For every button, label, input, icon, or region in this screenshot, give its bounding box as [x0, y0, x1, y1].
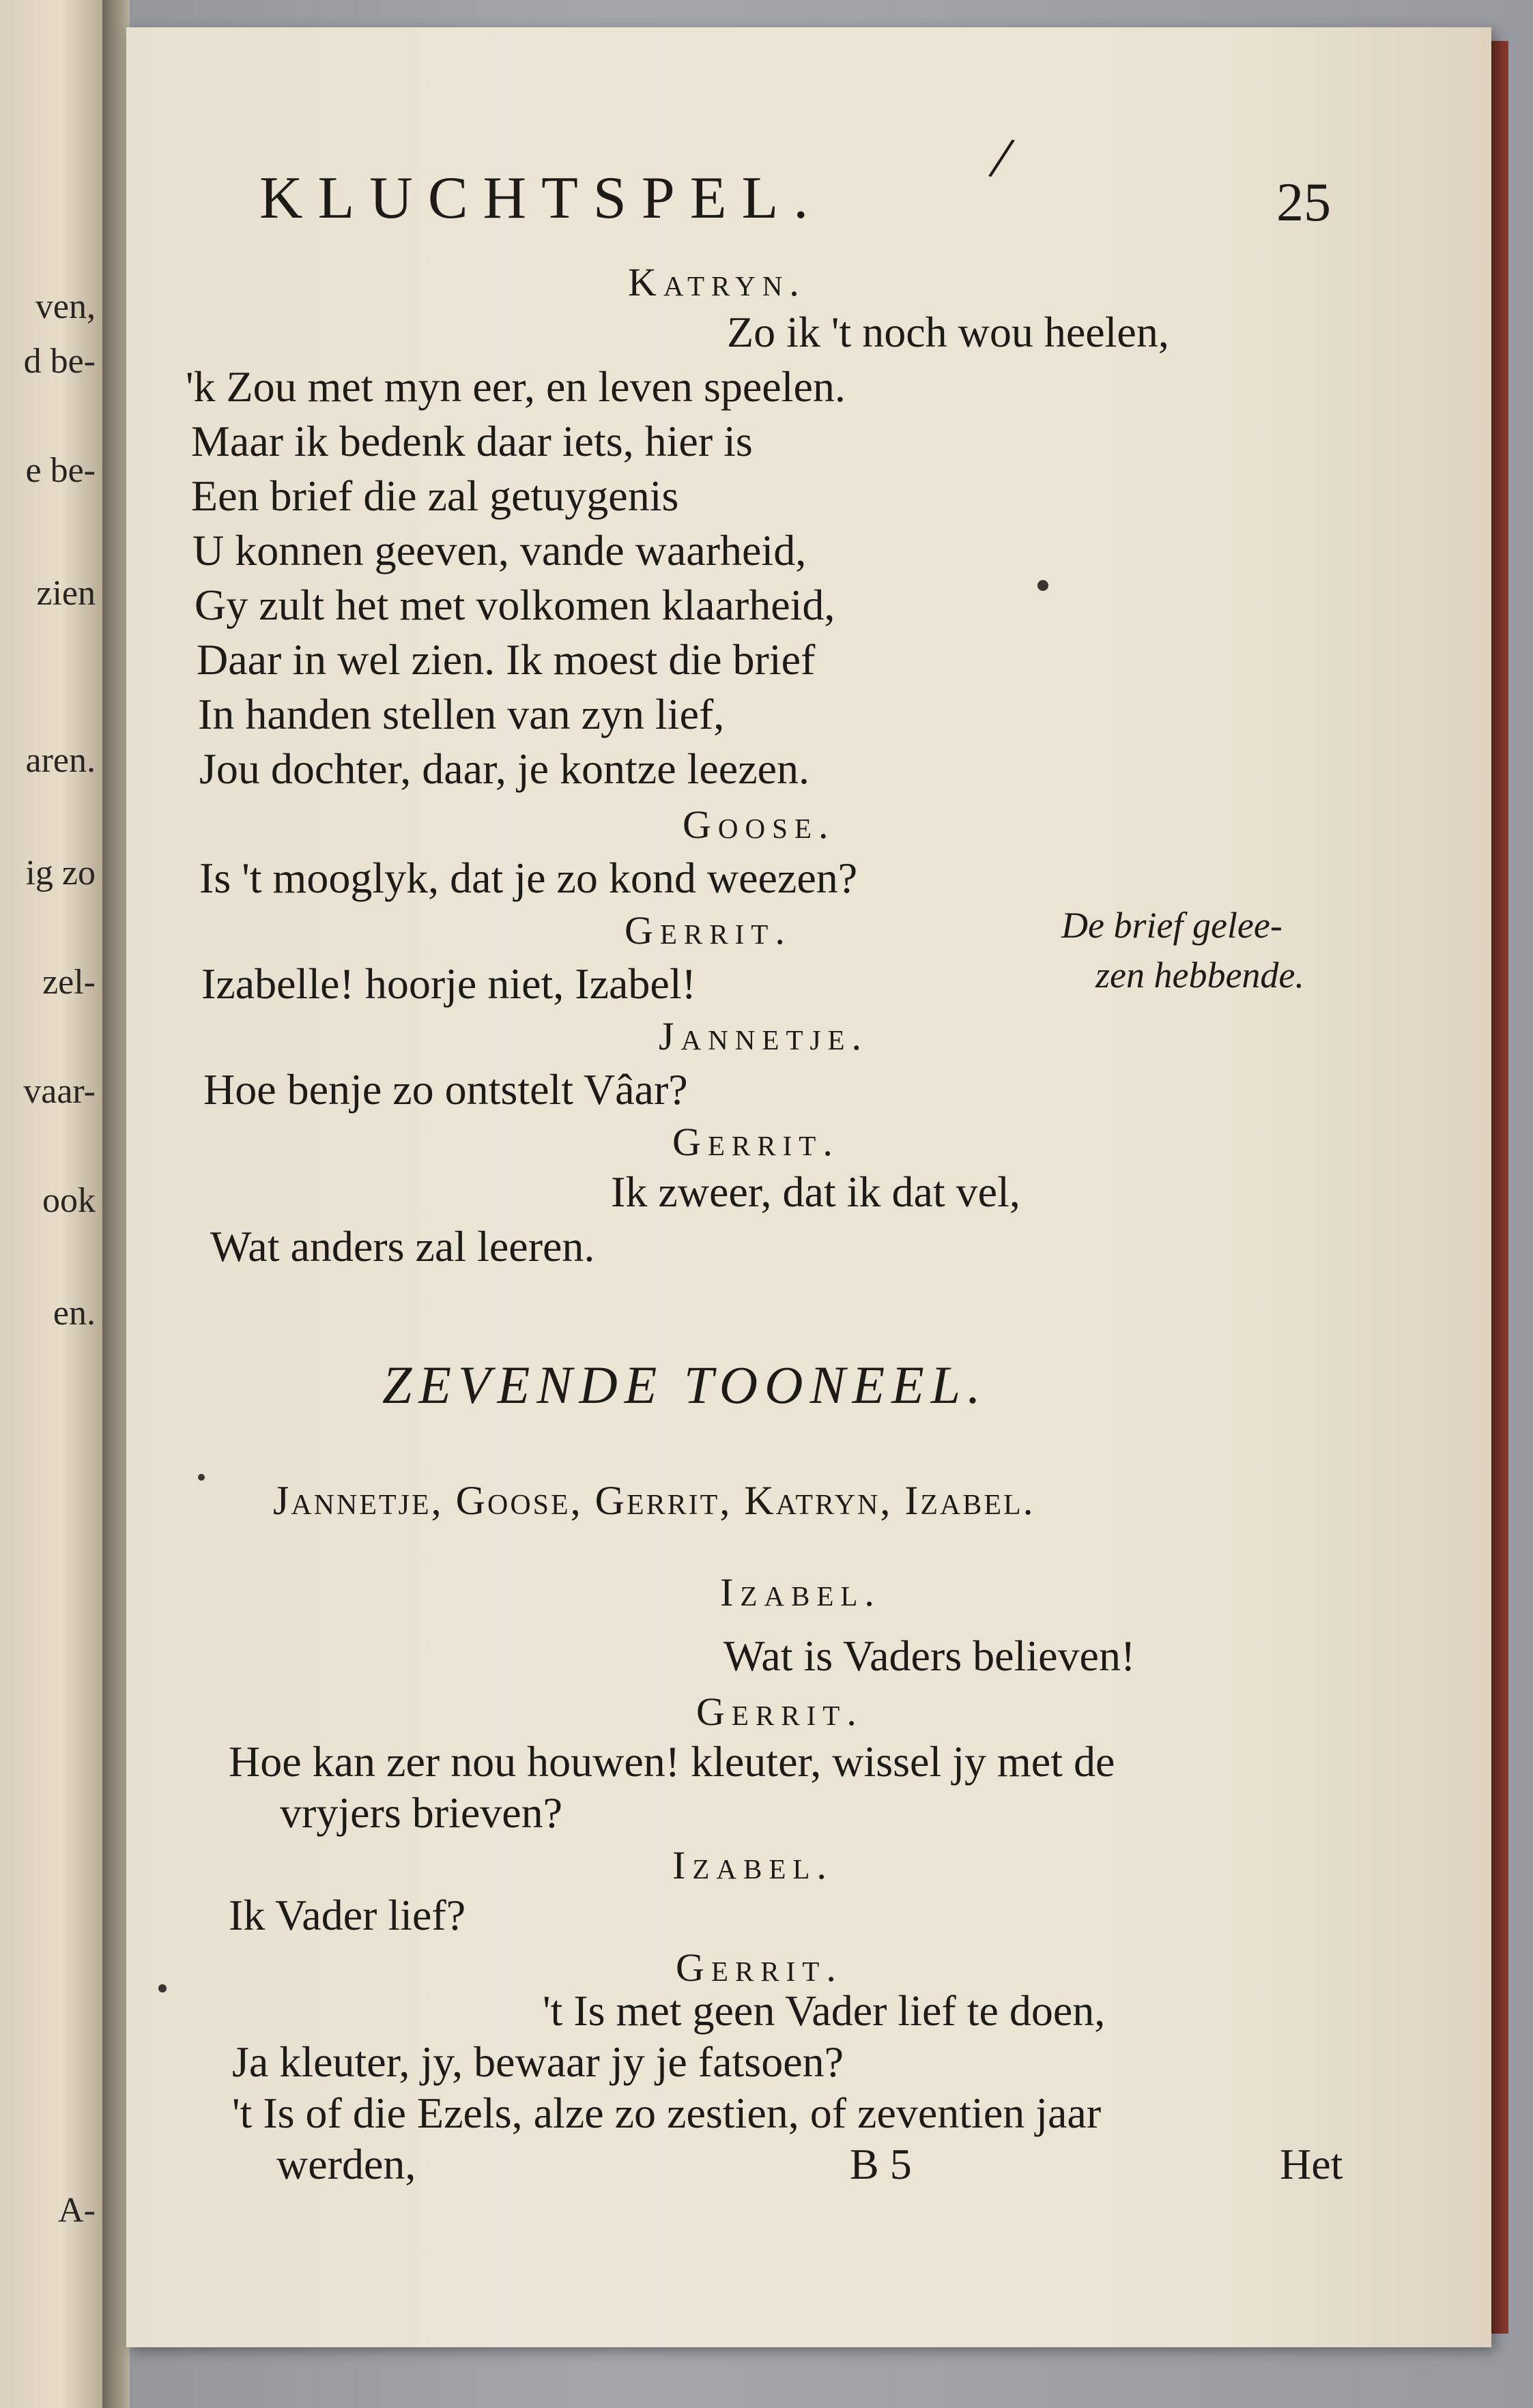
- speaker-izabel: Izabel.: [720, 1570, 881, 1614]
- verse-line: Izabelle! hoorje niet, Izabel!: [201, 959, 696, 1008]
- left-page-fragment: zien: [36, 574, 96, 613]
- page-number: 25: [1276, 173, 1331, 233]
- ink-speck: [198, 1474, 205, 1481]
- verse-line: Maar ik bedenk daar iets, hier is: [191, 417, 753, 465]
- verse-line: Zo ik 't noch wou heelen,: [727, 308, 1169, 356]
- verse-line: Gy zult het met volkomen klaarheid,: [195, 581, 835, 629]
- left-page-fragment: ig zo: [25, 854, 96, 893]
- verse-line: Een brief die zal getuygenis: [191, 472, 679, 520]
- verse-line: 't Is of die Ezels, alze zo zestien, of zeventien jaar: [232, 2089, 1102, 2137]
- ink-speck: [158, 1984, 167, 1992]
- verse-line: vryjers brieven?: [280, 1788, 563, 1837]
- running-title: KLUCHTSPEL.: [259, 165, 824, 231]
- speaker-gerrit: Gerrit.: [696, 1689, 863, 1734]
- speaker-jannetje: Jannetje.: [659, 1014, 868, 1058]
- verse-line: Jou dochter, daar, je kontze leezen.: [199, 744, 810, 793]
- verse-line: Ja kleuter, jy, bewaar jy je fatsoen?: [232, 2037, 844, 2086]
- verse-line: U konnen geeven, vande waarheid,: [192, 526, 807, 575]
- verse-line: Ik Vader lief?: [229, 1891, 466, 1939]
- left-page-fragment: vaar-: [23, 1072, 96, 1111]
- verse-line: Hoe kan zer nou houwen! kleuter, wissel jy met de: [229, 1737, 1115, 1786]
- handwritten-mark: /: [985, 123, 1018, 193]
- verse-line: Wat anders zal leeren.: [210, 1222, 595, 1271]
- speaker-gerrit: Gerrit.: [676, 1945, 843, 1990]
- verse-line: Wat is Vaders believen!: [723, 1631, 1136, 1680]
- verse-line: Is 't mooglyk, dat je zo kond weezen?: [199, 854, 858, 902]
- left-page-fragment: aren.: [25, 741, 96, 780]
- stage-direction: zen hebbende.: [1095, 955, 1304, 996]
- verse-line: werden,: [276, 2140, 416, 2188]
- left-page-fragment: en.: [53, 1294, 96, 1333]
- catchword: Het: [1280, 2140, 1343, 2188]
- left-page-fragment: d be-: [23, 342, 96, 381]
- speaker-izabel: Izabel.: [672, 1843, 833, 1887]
- left-page-edge: [0, 0, 106, 2408]
- verse-line: In handen stellen van zyn lief,: [198, 690, 725, 738]
- verse-line: Hoe benje zo ontstelt Vâar?: [203, 1065, 688, 1114]
- left-page-fragment: ven,: [35, 287, 96, 326]
- speaker-gerrit: Gerrit.: [672, 1120, 840, 1164]
- stage-direction: De brief gelee-: [1061, 905, 1283, 946]
- left-page-fragment: zel-: [42, 963, 96, 1002]
- verse-line: 't Is met geen Vader lief te doen,: [543, 1986, 1106, 2035]
- left-page-fragment: A-: [58, 2191, 96, 2230]
- verse-line: 'k Zou met myn eer, en leven speelen.: [186, 362, 846, 411]
- scene-title: ZEVENDE TOONEEL.: [382, 1355, 988, 1415]
- left-page-fragment: e be-: [25, 451, 96, 490]
- left-page-fragment: ook: [42, 1181, 96, 1220]
- speaker-gerrit: Gerrit.: [625, 908, 792, 953]
- verse-line: Daar in wel zien. Ik moest die brief: [197, 635, 816, 684]
- book-gutter: [102, 0, 130, 2408]
- signature-mark: B 5: [850, 2140, 912, 2188]
- scene-cast-list: Jannetje, Goose, Gerrit, Katryn, Izabel.: [273, 1478, 1035, 1523]
- ink-speck: [1037, 580, 1048, 591]
- speaker-katryn: Katryn.: [628, 260, 806, 304]
- verse-line: Ik zweer, dat ik dat vel,: [611, 1167, 1020, 1216]
- speaker-goose: Goose.: [683, 802, 835, 847]
